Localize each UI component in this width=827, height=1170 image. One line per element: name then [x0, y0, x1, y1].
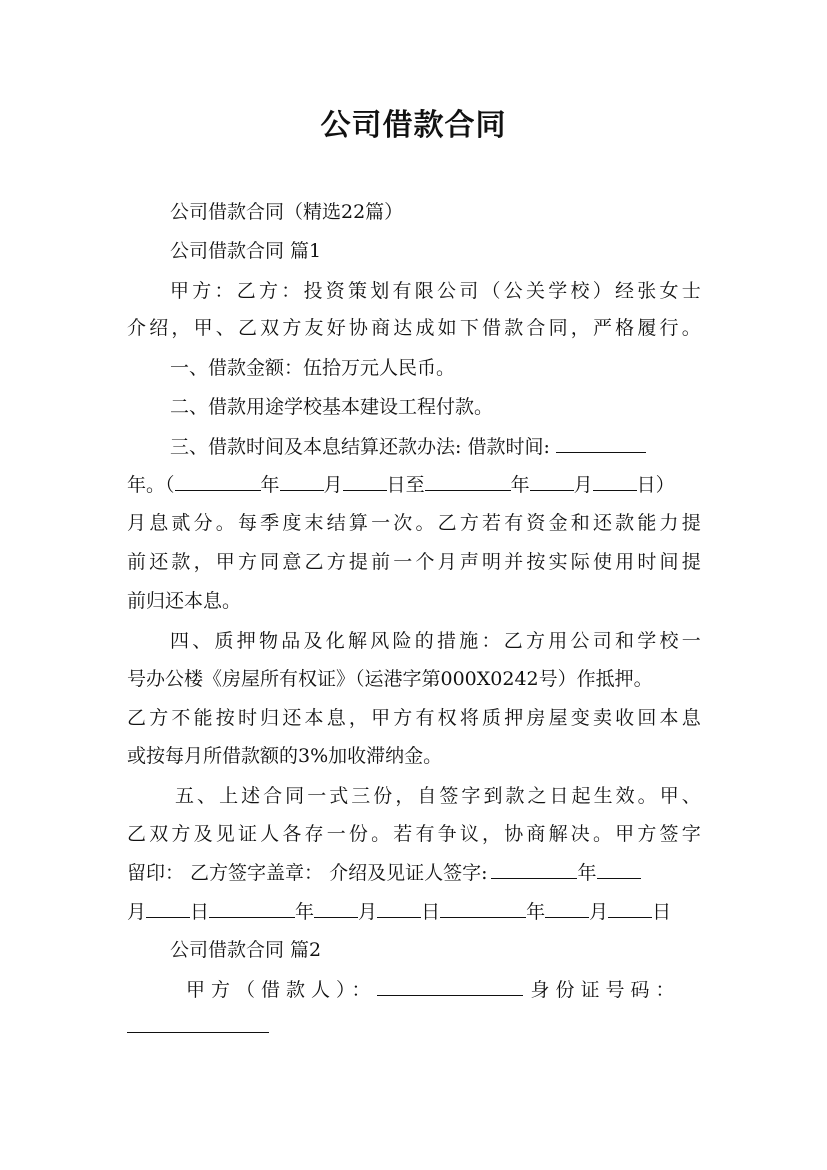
witness-year-blank — [491, 860, 577, 879]
clause-3-line2: 年。（ 年 月 日至 年 月 日） — [127, 474, 675, 496]
id-number-line — [127, 1014, 269, 1039]
borrower-line: 甲方（借款人）： 身份证号码： — [186, 979, 681, 1001]
section-heading-2: 公司借款合同 篇2 — [170, 939, 322, 961]
witness-month-end-blank — [597, 860, 641, 879]
date-blank — [209, 899, 295, 918]
clause-3-line3: 月 息 贰 分 。 每 季 度 末 结 算 一 次 。 乙 方 若 有 资 金 和 还 款 能 力 提 — [127, 512, 701, 534]
clause-1: 一、借款金额：伍拾万元人民币。 — [170, 357, 456, 379]
paragraph-parties-line1: 甲 方 ： 乙 方 ： 投 资 策 划 有 限 公 司 （ 公 关 学 校 ） 经 张 女 士 — [170, 280, 701, 302]
loan-time-blank — [556, 434, 646, 453]
clause-4-line3: 乙 方 不 能 按 时 归 还 本 息 ， 甲 方 有 权 将 质 押 房 屋 变 卖 收 回 本 息 — [127, 707, 701, 729]
start-day-blank — [343, 472, 387, 491]
paragraph-parties-line2: 介 绍 ， 甲 、 乙 双 方 友 好 协 商 达 成 如 下 借 款 合 同 ， 严 格 履 行 。 — [127, 317, 701, 339]
start-month-blank — [280, 472, 324, 491]
date-blank — [440, 899, 526, 918]
clause-2: 二、借款用途学校基本建设工程付款。 — [170, 396, 494, 418]
end-year-blank — [425, 472, 511, 491]
end-day-blank — [593, 472, 637, 491]
clause-5-line4: 月 日 年 月 日 年 月 日 — [127, 901, 672, 923]
date-blank — [314, 899, 358, 918]
clause-4-line2: 号办公楼《房屋所有权证》（运港字第000X0242号）作抵押。 — [127, 668, 653, 690]
borrower-name-blank — [377, 977, 523, 996]
clause-3-line4: 前 还 款 ， 甲 方 同 意 乙 方 提 前 一 个 月 声 明 并 按 实 际 使 用 时 间 提 — [127, 551, 701, 573]
end-month-blank — [530, 472, 574, 491]
clause-5-line3: 留印： 乙方签字盖章： 介绍及见证人签字: 年 — [127, 860, 641, 885]
clause-4-line4: 或按每月所借款额的3%加收滞纳金。 — [127, 745, 443, 767]
date-blank — [608, 899, 652, 918]
id-number-blank — [127, 1014, 269, 1033]
clause-3-text: 三、借款时间及本息结算还款办法: 借款时间: — [170, 436, 550, 458]
clause-5-line2: 乙 双 方 及 见 证 人 各 存 一 份 。 若 有 争 议 ， 协 商 解 决 。 甲 方 签 字 — [127, 823, 701, 845]
document-title: 公司借款合同 — [320, 108, 507, 143]
subtitle: 公司借款合同（精选22篇） — [170, 201, 404, 223]
date-blank — [377, 899, 421, 918]
clause-5-line1: 五 、 上 述 合 同 一 式 三 份 ， 自 签 字 到 款 之 日 起 生 效 。 甲 、 — [175, 785, 701, 807]
date-blank — [146, 899, 190, 918]
clause-3-line5: 前归还本息。 — [127, 590, 242, 612]
clause-3-line1 — [170, 434, 646, 459]
clause-4-line1: 四 、 质 押 物 品 及 化 解 风 险 的 措 施 ： 乙 方 用 公 司 和 学 校 一 — [170, 630, 701, 652]
start-year-blank — [175, 472, 261, 491]
date-blank — [545, 899, 589, 918]
section-heading-1: 公司借款合同 篇1 — [170, 240, 322, 262]
